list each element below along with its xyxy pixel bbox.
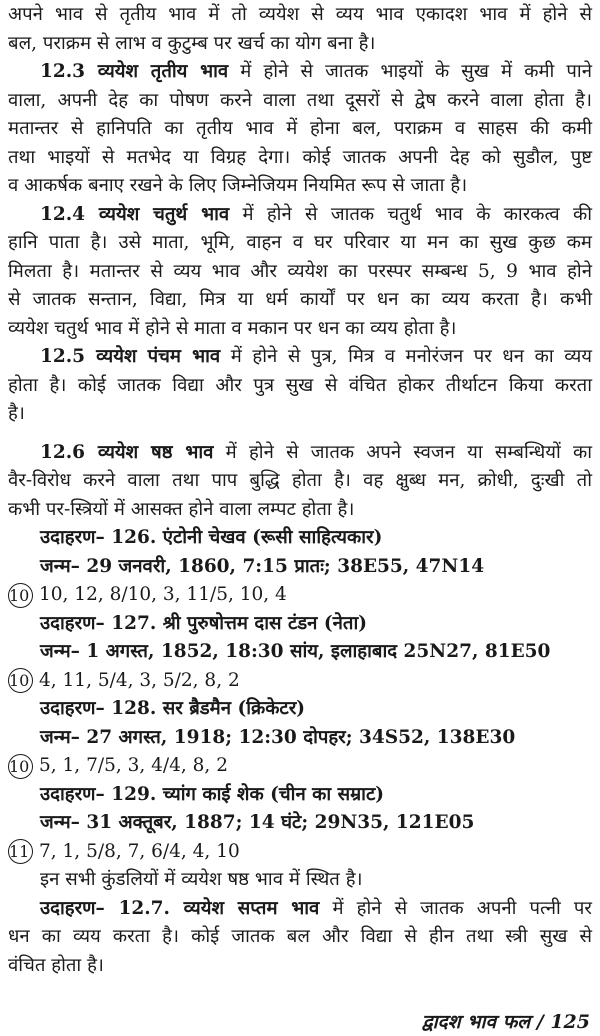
chart-values: 7, 1, 5/8, 7, 6/4, 4, 10 bbox=[39, 840, 240, 862]
line-text: वंचित होता है। bbox=[8, 954, 104, 976]
line-text: मतान्तर से हानिपति का तृतीय भाव में होना बल, पराक्रम व साहस की कमी bbox=[8, 118, 592, 139]
section-heading: 12.3 व्ययेश तृतीय भाव bbox=[40, 61, 229, 82]
text-line bbox=[8, 496, 592, 525]
line-text: मिलता है। मतान्तर से व्यय भाव और व्ययेश का परस्पर सम्बन्ध 5, 9 भाव होने bbox=[8, 260, 592, 282]
line-text: कभी पर-स्त्रियों में आसक्त होने वाला लम्पट होता है। bbox=[8, 498, 355, 520]
chart-values: 5, 1, 7/5, 3, 4/4, 8, 2 bbox=[39, 755, 228, 776]
example-birth: जन्म– 29 जनवरी, 1860, 7:15 प्रातः; 38E55, 47N14 bbox=[40, 555, 485, 577]
example-title: उदाहरण– 129. च्यांग काई शेक (चीन का सम्राट) bbox=[40, 783, 385, 805]
text-line bbox=[8, 467, 592, 496]
text-line bbox=[8, 400, 592, 429]
example-birth: जन्म– 31 अक्तूबर, 1887; 14 घंटे; 29N35, 121E05 bbox=[40, 812, 475, 833]
text-line bbox=[8, 315, 592, 344]
line-text: है। bbox=[8, 403, 25, 424]
line-text: धन का व्यय करता है। कोई जातक बल और विद्या से हीन तथा स्त्री सुख से bbox=[8, 926, 592, 947]
line-text: में होने से जातक चतुर्थ भाव के कारकत्व की bbox=[229, 203, 592, 225]
line-text: होता है। कोई जातक विद्या और पुत्र सुख से वंचित होकर तीर्थाटन किया करता bbox=[8, 374, 592, 396]
example-chart bbox=[8, 752, 592, 781]
text-line bbox=[8, 58, 592, 87]
text-line bbox=[8, 30, 592, 59]
chart-values: 10, 12, 8/10, 3, 11/5, 10, 4 bbox=[39, 584, 287, 605]
text-line bbox=[8, 343, 592, 372]
line-text: हानि पाता है। उसे माता, भूमि, वाहन व घर परिवार या मन का सुख कुछ कम bbox=[8, 232, 592, 253]
lagna-circle: 11 bbox=[8, 839, 33, 864]
line-text: बल, पराक्रम से लाभ व कुटुम्ब पर खर्च का योग बना है। bbox=[8, 32, 376, 54]
text-line bbox=[8, 895, 592, 924]
line-text: में होने से जातक अपनी पत्नी पर bbox=[319, 897, 592, 919]
line-text: अपने भाव से तृतीय भाव में तो व्ययेश से व्यय भाव एकादश भाव में होने से bbox=[8, 4, 592, 25]
section-heading: 12.4 व्ययेश चतुर्थ भाव bbox=[40, 203, 230, 225]
text-line bbox=[8, 439, 592, 468]
example-title: उदाहरण– 127. श्री पुरुषोत्तम दास टंडन (नेता) bbox=[40, 612, 367, 634]
line-text: व आकर्षक बनाए रखने के लिए जिम्नेजियम नियमित रूप से जाता है। bbox=[8, 175, 468, 196]
text-line bbox=[8, 87, 592, 116]
text-line bbox=[8, 1, 592, 30]
lagna-circle: 10 bbox=[8, 754, 33, 779]
section-heading: उदाहरण– 12.7. व्ययेश सप्तम भाव bbox=[40, 897, 320, 919]
section-heading: 12.6 व्ययेश षष्ठ भाव bbox=[40, 441, 214, 463]
line-text: में होने से जातक अपने स्वजन या सम्बन्धियों का bbox=[213, 441, 592, 463]
line-text: से जातक सन्तान, विद्या, मित्र या धर्म कार्यों पर धन का व्यय करता है। कभी bbox=[8, 289, 592, 310]
text-line bbox=[8, 286, 592, 315]
text-line bbox=[8, 229, 592, 258]
text-line bbox=[8, 372, 592, 401]
line-text: में होने से पुत्र, मित्र व मनोरंजन पर धन का व्यय bbox=[220, 346, 592, 367]
example-chart bbox=[8, 667, 592, 696]
lagna-circle: 10 bbox=[8, 668, 33, 693]
line-text: तथा भाइयों से मतभेद या विग्रह देगा। कोई जातक अपनी देह को सुडौल, पुष्ट bbox=[8, 146, 592, 168]
text-line bbox=[8, 923, 592, 952]
line-text: में होने से जातक भाइयों के सुख में कमी पाने bbox=[228, 61, 592, 82]
example-chart bbox=[8, 838, 592, 867]
example-chart bbox=[8, 581, 592, 610]
example-birth: जन्म– 1 अगस्त, 1852, 18:30 सांय, इलाहाबाद 25N27, 81E50 bbox=[40, 641, 551, 662]
text-line bbox=[8, 115, 592, 144]
text-line bbox=[8, 258, 592, 287]
line-text: वाला, अपनी देह का पोषण करने वाला तथा दूसरों से द्वेष करने वाला होता है। bbox=[8, 89, 592, 111]
text-line bbox=[8, 144, 592, 173]
line-text: वैर-विरोध करने वाला तथा पाप बुद्धि होता है। वह क्षुब्ध मन, क्रोधी, दुःखी तो bbox=[8, 470, 592, 491]
example-birth: जन्म– 27 अगस्त, 1918; 12:30 दोपहर; 34S52, 138E30 bbox=[40, 726, 516, 748]
chart-values: 4, 11, 5/4, 3, 5/2, 8, 2 bbox=[39, 669, 240, 691]
page-footer: द्वादश भाव फल / 125 bbox=[421, 1011, 590, 1033]
text-line bbox=[8, 952, 592, 981]
section-heading: 12.5 व्ययेश पंचम भाव bbox=[40, 346, 221, 367]
summary-text: इन सभी कुंडलियों में व्ययेश षष्ठ भाव में स्थित है। bbox=[40, 869, 363, 890]
example-title: उदाहरण– 126. एंटोनी चेखव (रूसी साहित्यकार) bbox=[40, 527, 383, 548]
book-page bbox=[8, 1, 592, 980]
text-line bbox=[8, 172, 592, 201]
lagna-circle: 10 bbox=[8, 583, 33, 608]
line-text: व्ययेश चतुर्थ भाव में होने से माता व मकान पर धन का व्यय होता है। bbox=[8, 317, 457, 339]
text-line bbox=[8, 201, 592, 230]
example-title: उदाहरण– 128. सर ब्रैडमैन (क्रिकेटर) bbox=[40, 698, 306, 719]
